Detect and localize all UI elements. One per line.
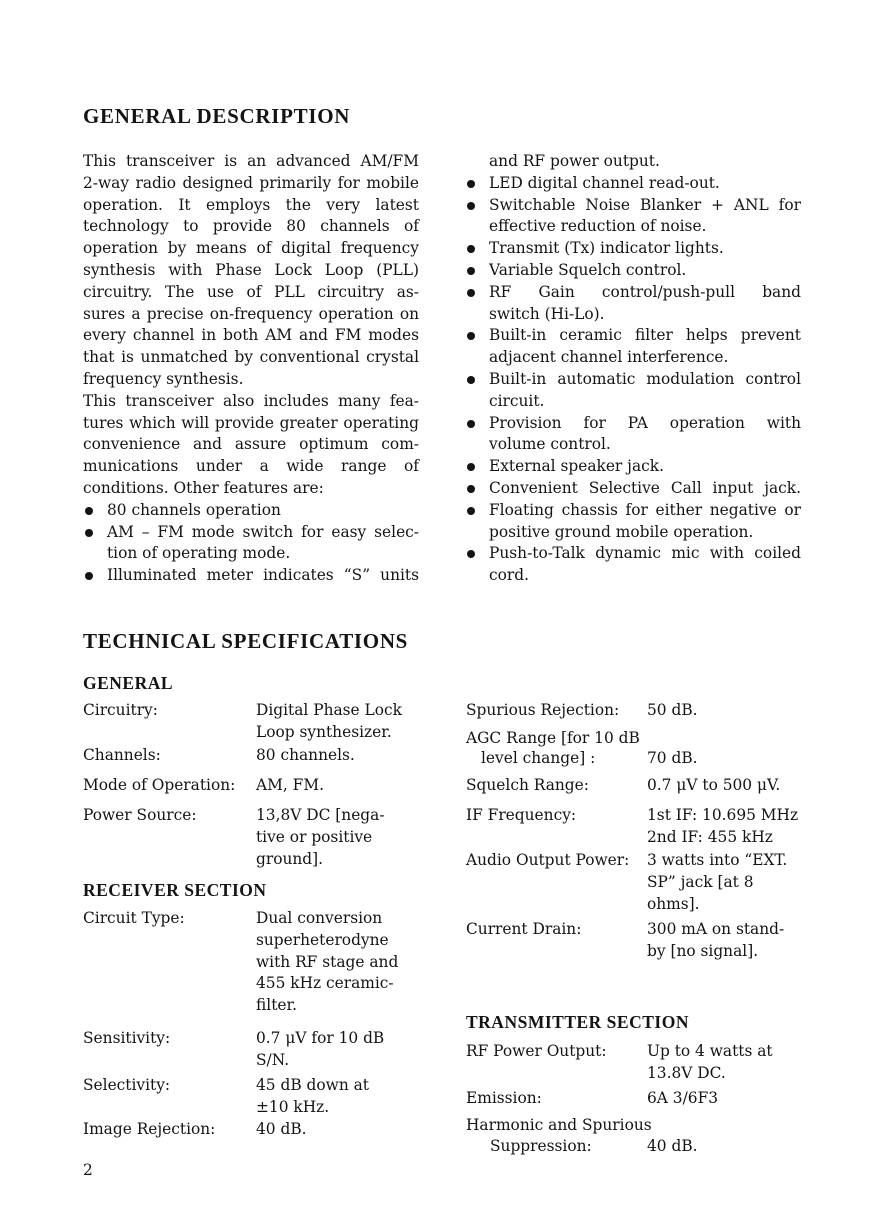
text-line: 2nd IF: 455 kHz [647,827,773,846]
text-line: circuitry. The use of PLL circuitry as- [83,282,419,301]
spec-label: Suppression: [490,1137,592,1155]
text-line: Up to 4 watts at [647,1042,773,1060]
text-line: 6A 3/6F3 [647,1089,719,1107]
text-line: Floating chassis for either negative or [489,500,801,519]
spec-label: Circuit Type: [83,909,185,927]
text-line: 40 dB. [256,1120,307,1138]
feature-bullet [465,325,801,347]
text-line: operation. It employs the very latest [83,195,419,214]
text-line: every channel in both AM and FM modes [83,326,419,345]
description-column-left [83,151,419,587]
text-line: 2-way radio designed primarily for mobile [83,173,419,192]
text-line: 80 channels. [256,746,355,764]
receiver-spec-table-left [83,908,423,1148]
spec-value [256,908,398,1017]
text-line: Digital Phase Lock [256,701,402,719]
text-line: ground]. [256,849,324,868]
text-line: frequency synthesis. [83,369,244,388]
text-line: by [no signal]. [647,941,759,960]
spec-label: Mode of Operation: [83,776,236,794]
text-line: adjacent channel interference. [489,348,729,367]
text-line: Convenient Selective Call input jack. [489,478,801,497]
text-line: Illuminated meter indicates “S” units [107,566,419,585]
text-line: ohms]. [647,894,700,913]
text-line: Switchable Noise Blanker + ANL for [489,195,801,214]
feature-bullet [465,413,801,435]
text-line: 0.7 μV for 10 dB [256,1029,385,1047]
text-line: superheterodyne [256,930,389,949]
text-line: AM, FM. [256,776,324,794]
text-line: This transceiver also includes many fea- [83,391,419,410]
feature-bullet [465,543,801,565]
text-line: S/N. [256,1050,290,1069]
spec-value [647,805,798,849]
text-line: 300 mA on stand- [647,920,785,938]
text-line: circuit. [489,391,545,410]
spec-label: level change] : [481,749,596,767]
text-line: 40 dB. [647,1137,698,1155]
spec-label: Power Source: [83,806,197,824]
text-line: sures a precise on-frequency operation on [83,304,419,323]
spec-value [647,1041,773,1085]
feature-bullet: LED digital channel read-out. [465,173,801,195]
spec-value [647,919,784,963]
text-line: 3 watts into “EXT. [647,851,788,869]
text-line: 13.8V DC. [647,1063,726,1082]
spec-label: Audio Output Power: [466,851,630,869]
feature-bullet [465,282,801,304]
feature-bullet [465,500,801,522]
description-paragraph [83,151,419,369]
text-line: operation by means of digital frequency [83,239,419,258]
spec-value [256,1075,369,1119]
spec-value [256,805,385,870]
spec-label: Harmonic and Spurious [466,1116,652,1134]
spec-label: Channels: [83,746,161,764]
spec-label: Sensitivity: [83,1029,171,1047]
general-section-heading: GENERAL [83,673,174,693]
general-description-heading: GENERAL DESCRIPTION [83,104,351,128]
spec-value [647,775,780,797]
transmitter-section-heading: TRANSMITTER SECTION [466,1012,689,1032]
text-line: 0.7 μV to 500 μV. [647,776,781,794]
spec-value [647,1088,718,1110]
text-line: positive ground mobile operation. [489,522,754,541]
text-line: RF Gain control/push-pull band [489,282,801,301]
text-line: This transceiver is an advanced AM/FM [83,152,419,170]
text-line: Provision for PA operation with [489,413,801,432]
text-line: 50 dB. [647,701,698,719]
text-line: tion of operating mode. [107,544,291,563]
spec-label: AGC Range [for 10 dB [466,729,640,747]
feature-bullet [465,195,801,217]
text-line: Loop synthesizer. [256,722,392,741]
feature-bullet: Transmit (Tx) indicator lights. [465,238,801,260]
page-number: 2 [83,1161,93,1179]
text-line: SP” jack [at 8 [647,872,754,891]
spec-label: Selectivity: [83,1076,171,1094]
feature-bullet: 80 channels operation [83,500,419,522]
text-line: cord. [489,566,529,585]
text-line: munications under a wide range of [83,457,419,476]
spec-value [256,775,324,797]
feature-bullet [83,522,419,544]
spec-label: Emission: [466,1089,542,1107]
text-line: synthesis with Phase Lock Loop (PLL) [83,260,419,279]
spec-value [256,745,355,767]
text-line: and RF power output. [489,152,660,170]
feature-bullet: Variable Squelch control. [465,260,801,282]
text-line: tures which will provide greater operating [83,413,419,432]
text-line: ±10 kHz. [256,1097,330,1116]
text-line: effective reduction of noise. [489,217,707,236]
receiver-section-heading: RECEIVER SECTION [83,880,267,900]
text-line: conditions. Other features are: [83,478,324,497]
text-line: AM – FM mode switch for easy selec- [107,522,419,541]
feature-bullet [83,565,419,587]
spec-value [256,1119,307,1141]
spec-value [256,1028,384,1072]
spec-value [256,700,402,744]
text-line: convenience and assure optimum com- [83,435,419,454]
spec-label: Spurious Rejection: [466,701,620,719]
spec-label: RF Power Output: [466,1042,607,1060]
text-line: 13,8V DC [nega- [256,806,385,824]
text-line: with RF stage and [256,952,399,971]
text-line: Built-in ceramic filter helps prevent [489,326,801,345]
spec-value [647,748,698,770]
feature-bullet [465,478,801,500]
technical-specifications-heading: TECHNICAL SPECIFICATIONS [83,629,409,653]
description-column-right [465,151,801,587]
features-intro-paragraph [83,391,419,478]
text-line: 1st IF: 10.695 MHz [647,806,799,824]
text-line: Push-to-Talk dynamic mic with coiled [489,544,801,563]
spec-label: Image Rejection: [83,1120,216,1138]
spec-label: Squelch Range: [466,776,589,794]
spec-label: Circuitry: [83,701,158,719]
text-line: filter. [256,996,298,1015]
text-line: 455 kHz ceramic- [256,974,394,993]
text-line: technology to provide 80 channels of [83,217,419,236]
feature-bullet [465,369,801,391]
text-line: tive or positive [256,827,373,846]
text-line: switch (Hi-Lo). [489,304,605,323]
spec-label: Current Drain: [466,920,582,938]
transmitter-spec-table [466,1041,811,1155]
text-line: that is unmatched by conventional crystal [83,348,419,367]
spec-label: IF Frequency: [466,806,577,824]
text-line: 45 dB down at [256,1076,369,1094]
feature-bullet: External speaker jack. [465,456,801,478]
text-line: Dual conversion [256,909,383,927]
spec-value [647,700,698,722]
spec-value [647,850,787,915]
spec-value [647,1136,698,1158]
text-line: volume control. [489,435,611,454]
text-line: Built-in automatic modulation control [489,369,801,388]
text-line: 70 dB. [647,749,698,767]
